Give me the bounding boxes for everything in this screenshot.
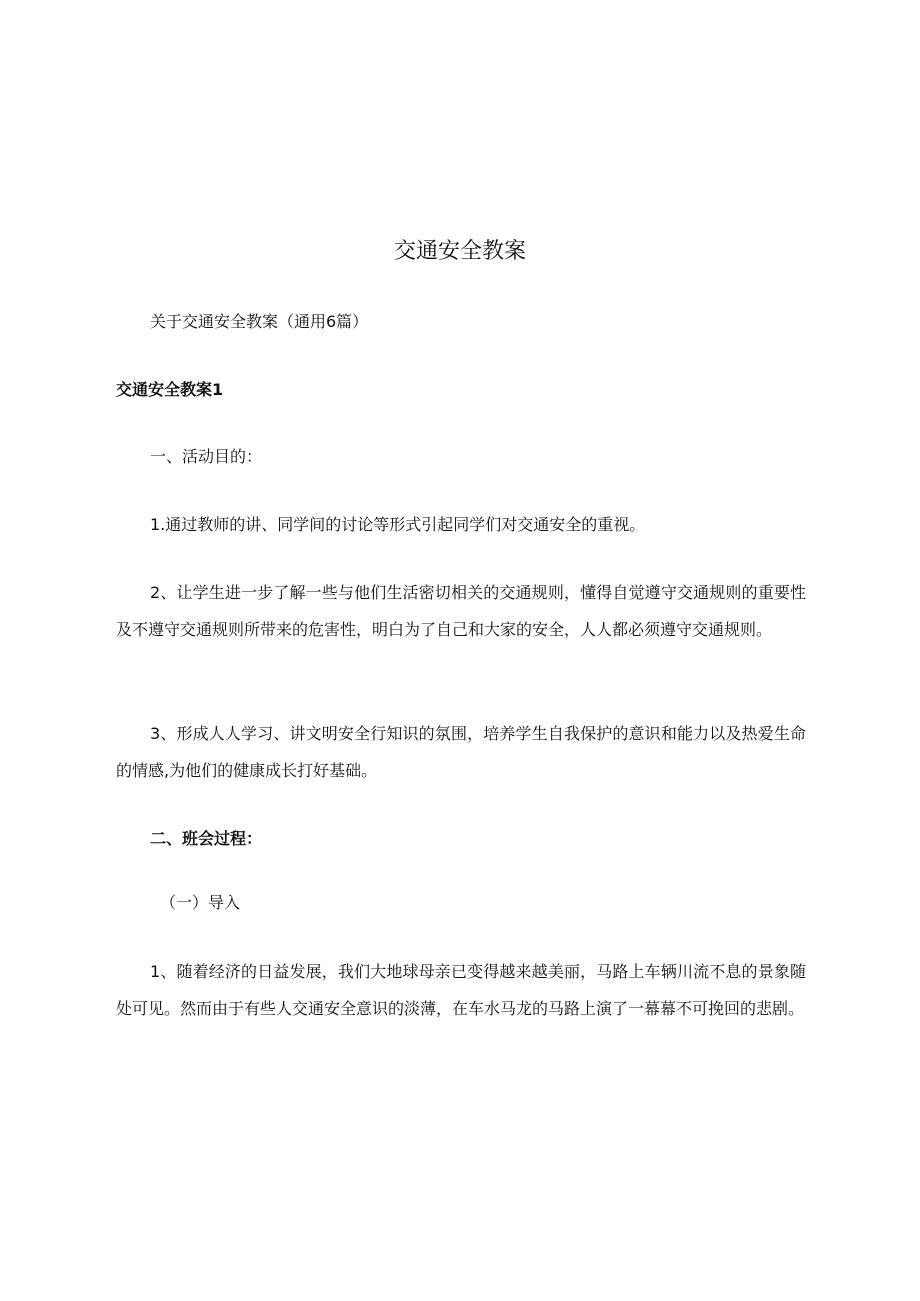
section-heading: 交通安全教案1 [116,380,224,399]
subsection-intro-heading: （一）导入 [160,893,241,912]
part-two-heading: 二、班会过程： [150,829,263,848]
intro-paragraph: 1、随着经济的日益发展，我们大地球母亲已变得越来越美丽，马路上车辆川流不息的景象随处可见。然而由于有些人交通安全意识的淡薄，在车水马龙的马路上演了一幕幕不可挽回的悲剧。 [116,962,806,1018]
goal-2-paragraph: 2、让学生进一步了解一些与他们生活密切相关的交通规则，懂得自觉遵守交通规则的重要性及不遵守交通规则所带来的危害性，明白为了自己和大家的安全，人人都必须遵守交通规则。 [116,583,806,639]
goal-3-paragraph: 3、形成人人学习、讲文明安全行知识的氛围，培养学生自我保护的意识和能力以及热爱生命的情感,为他们的健康成长打好基础。 [116,724,806,780]
goal-1-paragraph: 1.通过教师的讲、同学间的讨论等形式引起同学们对交通安全的重视。 [150,515,646,534]
part-one-heading: 一、活动目的： [150,447,263,466]
document-subtitle: 关于交通安全教案（通用6篇） [150,312,369,331]
document-title: 交通安全教案 [393,239,526,264]
